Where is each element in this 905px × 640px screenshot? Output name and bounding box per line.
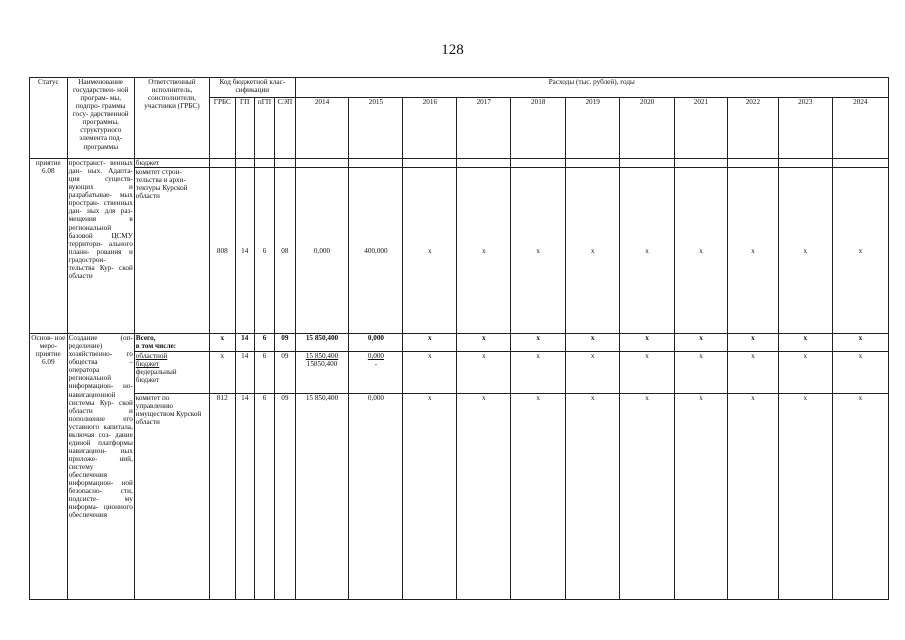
value-2014: 15 850,400 xyxy=(295,394,349,600)
value-2023: х xyxy=(778,334,832,352)
value-2017: х xyxy=(457,394,511,600)
value-2019: х xyxy=(566,168,620,334)
responsible-cell xyxy=(134,352,209,394)
value-2014: 15 850,400 xyxy=(295,334,349,352)
header-code-pgp: пГП xyxy=(254,98,274,159)
value-2015-federal: - xyxy=(374,360,378,369)
value-2014: 0,000 xyxy=(295,168,349,334)
status-cell: приятие 6.08 xyxy=(30,159,68,334)
header-row-1 xyxy=(30,78,889,98)
code-grbs: 812 xyxy=(210,394,235,600)
responsible-cell: комитет по управлению имуществом Курской области xyxy=(134,394,209,600)
table-row xyxy=(30,394,889,600)
value-2021: х xyxy=(675,168,728,334)
code-gp: 14 xyxy=(235,394,254,600)
header-year-2021: 2021 xyxy=(675,98,728,159)
header-year-2016: 2016 xyxy=(403,98,457,159)
value-2015-regional: 0,000 xyxy=(367,352,385,361)
table-row xyxy=(30,159,889,168)
code-sep: 08 xyxy=(275,168,295,334)
header-year-2019: 2019 xyxy=(566,98,620,159)
header-year-2015: 2015 xyxy=(349,98,403,159)
value-2024: х xyxy=(832,352,888,394)
responsible-total-line1: Всего, xyxy=(135,334,156,343)
value-2015 xyxy=(349,352,403,394)
value-2018: х xyxy=(511,168,566,334)
header-budget-code: Код бюджетной клас- сификации xyxy=(210,78,295,98)
header-name: Наименование государствен- ной програм- мы, подпро- граммы госу- дарственной программы, структурного элемента под- программы xyxy=(67,78,134,159)
responsible-regional: областной xyxy=(135,352,168,361)
table-row xyxy=(30,168,889,334)
value-2023: х xyxy=(778,394,832,600)
code-grbs: 808 xyxy=(210,168,235,334)
value-2022: х xyxy=(727,168,778,334)
code-grbs: х xyxy=(210,352,235,394)
value-2020: х xyxy=(620,334,675,352)
header-code-gp: ГП xyxy=(235,98,254,159)
value-2016: х xyxy=(403,168,457,334)
name-cell: пространст- венных дан- ных. Адапта- ция существ- вующих и разрабатывае- мых простран- ственных дан- ных для раз- мещения в региональной базовой ЦСМУ территори- ального плани- рования и градострои- тельства Кур- ской области xyxy=(67,159,134,334)
header-year-2024: 2024 xyxy=(832,98,888,159)
code-sep: 09 xyxy=(275,394,295,600)
responsible-cell: комитет строи- тельства и архи- тектуры Курской области xyxy=(134,168,209,334)
header-responsible: Ответственный исполнитель, соисполнители, участники (ГРБС) xyxy=(134,78,209,159)
value-2022: х xyxy=(727,352,778,394)
value-2021: х xyxy=(675,394,728,600)
value-2014-federal: 15850,400 xyxy=(306,360,338,369)
code-pgp: 6 xyxy=(254,168,274,334)
value-2015: 0,000 xyxy=(349,334,403,352)
value-2017: х xyxy=(457,334,511,352)
header-year-2017: 2017 xyxy=(457,98,511,159)
responsible-total-line2: в том числе: xyxy=(135,342,177,351)
code-gp: 14 xyxy=(235,352,254,394)
value-2019: х xyxy=(566,352,620,394)
value-2015: 0,000 xyxy=(349,394,403,600)
value-2018: х xyxy=(511,334,566,352)
code-sep: 09 xyxy=(275,334,295,352)
code-gp: 14 xyxy=(235,168,254,334)
value-2022: х xyxy=(727,334,778,352)
header-year-2020: 2020 xyxy=(620,98,675,159)
responsible-federal: федеральный xyxy=(135,368,177,377)
responsible-regional-budget: бюджет xyxy=(135,360,160,369)
responsible-federal-budget: бюджет xyxy=(135,376,160,385)
code-gp: 14 xyxy=(235,334,254,352)
value-2016: х xyxy=(403,352,457,394)
header-year-2023: 2023 xyxy=(778,98,832,159)
value-2020: х xyxy=(620,394,675,600)
value-2014 xyxy=(295,352,349,394)
responsible-cell xyxy=(134,334,209,352)
header-expenses: Расходы (тыс. рублей), годы xyxy=(295,78,888,98)
value-2020: х xyxy=(620,352,675,394)
value-2014-regional: 15 850,400 xyxy=(305,352,339,361)
value-2016: х xyxy=(403,334,457,352)
header-code-sep: СЭП xyxy=(275,98,295,159)
value-2019: х xyxy=(566,394,620,600)
value-2021: х xyxy=(675,334,728,352)
code-pgp: 6 xyxy=(254,394,274,600)
name-cell: Создание (оп- ределение) хозяйственно- го общества – оператора региональной информацион- но- навигационной системы Кур- ской области и пополнение его уставного капитала, включая соз- дание единой платформы навигацион- ных приложе- ний, систему обеспечения информацион- ной безопасно- сти, подсисте- му информа- ционного обеспечения xyxy=(67,334,134,600)
status-cell: Основ- ное меро- приятие 6.09 xyxy=(30,334,68,600)
value-2023: х xyxy=(778,168,832,334)
code-pgp: 6 xyxy=(254,352,274,394)
value-2024: х xyxy=(832,394,888,600)
budget-table-wrapper xyxy=(29,77,889,600)
code-grbs: х xyxy=(210,334,235,352)
responsible-cell: бюджет xyxy=(134,159,209,168)
value-2019: х xyxy=(566,334,620,352)
page-number: 128 xyxy=(441,42,464,58)
header-year-2022: 2022 xyxy=(727,98,778,159)
value-2022: х xyxy=(727,394,778,600)
value-2024: х xyxy=(832,334,888,352)
value-2018: х xyxy=(511,352,566,394)
header-code-grbs: ГРБС xyxy=(210,98,235,159)
budget-table xyxy=(29,77,889,600)
value-2024: х xyxy=(832,168,888,334)
value-2021: х xyxy=(675,352,728,394)
value-2018: х xyxy=(511,394,566,600)
value-2017: х xyxy=(457,168,511,334)
code-pgp: 6 xyxy=(254,334,274,352)
value-2015: 400,000 xyxy=(349,168,403,334)
value-2020: х xyxy=(620,168,675,334)
value-2016: х xyxy=(403,394,457,600)
header-year-2014: 2014 xyxy=(295,98,349,159)
header-status: Статус xyxy=(30,78,68,159)
table-row xyxy=(30,352,889,394)
header-year-2018: 2018 xyxy=(511,98,566,159)
value-2023: х xyxy=(778,352,832,394)
table-row-total xyxy=(30,334,889,352)
value-2017: х xyxy=(457,352,511,394)
code-sep: 09 xyxy=(275,352,295,394)
